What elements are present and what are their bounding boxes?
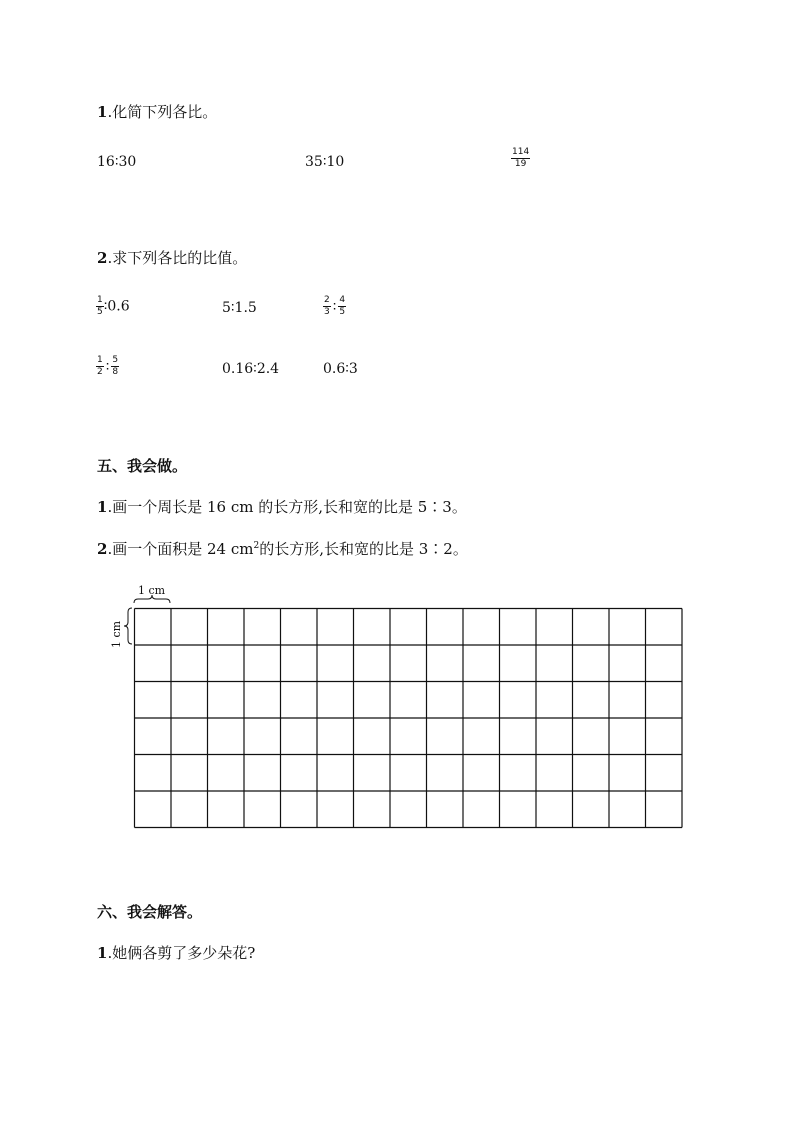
q2-row2-item-2: 0.16∶2.4 [222,361,280,377]
fraction-numerator: 4 [339,295,346,305]
section6-q1 [97,942,255,963]
section5-q2-text-a: .画一个面积是 24 cm [107,540,254,558]
q1-item-3-fraction [511,148,530,169]
grid-left-unit-label: 1 cm [110,620,124,649]
q2-row2-item-1 [96,356,119,377]
fraction-denominator: 5 [97,307,103,317]
q2-title [97,247,247,268]
section6-heading: 六、我会解答。 [97,903,203,921]
section5-q1-number: 1 [97,498,108,516]
q1-title [97,101,217,122]
q2-row1-item-1 [96,296,130,317]
section5-heading: 五、我会做。 [97,457,188,475]
section5-q1-text: .画一个周长是 16 cm 的长方形,长和宽的比是 5∶3。 [107,498,467,516]
fraction-denominator: 19 [514,159,527,169]
section5-q2-text-b: 的长方形,长和宽的比是 3∶2。 [259,540,468,558]
grid-top-unit-label: 1 cm [138,584,166,597]
q2-row1-item-3 [323,296,346,317]
q1-number: 1 [97,103,108,121]
fraction-numerator: 114 [512,147,530,157]
fraction-denominator: 2 [97,367,103,377]
grid-lines [135,609,683,828]
ratio-colon: ∶ [332,298,337,315]
fraction-denominator: 3 [324,307,330,317]
section6-q1-number: 1 [97,944,108,962]
ratio-colon: ∶ [105,358,110,375]
q2-text: .求下列各比的比值。 [107,249,248,267]
fraction-numerator: 1 [97,295,103,305]
q1-item-1: 16∶30 [97,154,137,170]
top-brace-icon [134,595,170,603]
q1-item-2: 35∶10 [305,154,345,170]
section5-q2 [97,538,468,559]
ratio-rest: ∶0.6 [103,298,130,315]
left-brace-icon [124,608,132,644]
fraction-numerator: 1 [97,355,103,365]
section5-q2-number: 2 [97,540,108,558]
superscript-2: 2 [253,541,260,551]
q2-row2-item-3: 0.6∶3 [323,361,358,377]
fraction-denominator: 5 [339,307,346,317]
q1-text: .化简下列各比。 [107,103,218,121]
square-grid [120,594,690,834]
section5-q1 [97,496,467,517]
section6-q1-text: .她俩各剪了多少朵花? [107,944,256,962]
q2-row1-item-2: 5∶1.5 [222,300,257,316]
q2-number: 2 [97,249,108,267]
fraction-numerator: 2 [324,295,330,305]
fraction-denominator: 8 [112,367,119,377]
fraction-numerator: 5 [112,355,119,365]
